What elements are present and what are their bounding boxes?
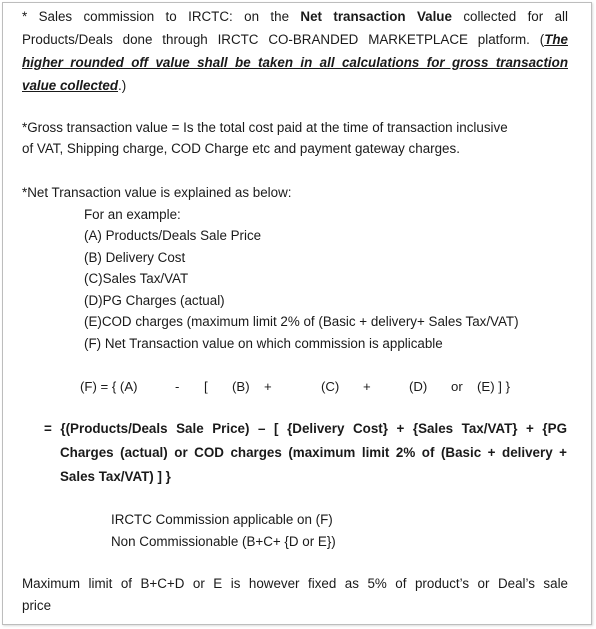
example-item-b: (B) Delivery Cost bbox=[84, 250, 186, 265]
formula-plus-2: + bbox=[363, 379, 371, 394]
para1-line4 bbox=[22, 75, 126, 96]
net-transaction-value-term: Net transaction Value bbox=[300, 9, 452, 24]
para1-line1 bbox=[22, 6, 568, 27]
formula-c: (C) bbox=[321, 379, 340, 394]
expansion-line1: = {(Products/Deals Sale Price) – [ {Delivery Cost} + {Sales Tax/VAT} + {PG bbox=[44, 421, 567, 436]
formula-d: (D) bbox=[409, 379, 428, 394]
para1-line2 bbox=[22, 29, 568, 50]
formula-f: (F) = { (A) bbox=[80, 379, 138, 394]
max-limit-line2: price bbox=[22, 598, 52, 613]
formula-bracket: [ bbox=[204, 379, 208, 394]
formula-minus: - bbox=[175, 379, 180, 394]
para1-line3: higher rounded off value shall be taken in all calculations for gross transaction bbox=[22, 55, 568, 70]
example-item-a: (A) Products/Deals Sale Price bbox=[84, 228, 262, 243]
formula-plus-1: + bbox=[264, 379, 272, 394]
formula-e: (E) ] } bbox=[477, 379, 510, 394]
net-value-heading: *Net Transaction value is explained as below: bbox=[22, 185, 292, 200]
para1-line1-text: * Sales commission to IRCTC: on the bbox=[22, 9, 301, 24]
example-item-e: (E)COD charges (maximum limit 2% of (Basic + delivery+ Sales Tax/VAT) bbox=[84, 314, 519, 329]
expansion-line3: Sales Tax/VAT) ] } bbox=[60, 469, 171, 484]
example-item-f: (F) Net Transaction value on which commission is applicable bbox=[84, 336, 443, 351]
para1-line2-emphasis: The bbox=[544, 32, 568, 47]
value-collected-emphasis: value collected bbox=[22, 78, 119, 93]
para1-line1-tail: collected for all bbox=[451, 9, 568, 24]
example-item-d: (D)PG Charges (actual) bbox=[84, 293, 225, 308]
gross-value-line2: of VAT, Shipping charge, COD Charge etc and payment gateway charges. bbox=[22, 141, 460, 156]
para1-line2-text: Products/Deals done through IRCTC CO-BRANDED MARKETPLACE platform. ( bbox=[22, 32, 545, 47]
commission-applicable: IRCTC Commission applicable on (F) bbox=[111, 512, 333, 527]
formula-or: or bbox=[451, 379, 463, 394]
example-intro: For an example: bbox=[84, 207, 181, 222]
formula-b: (B) bbox=[232, 379, 250, 394]
non-commissionable: Non Commissionable (B+C+ {D or E}) bbox=[111, 534, 336, 549]
max-limit-line1: Maximum limit of B+C+D or E is however fixed as 5% of product’s or Deal’s sale bbox=[22, 576, 568, 591]
para1-line4-tail: .) bbox=[118, 78, 127, 93]
gross-value-line1: *Gross transaction value = Is the total cost paid at the time of transaction inclusive bbox=[22, 120, 508, 135]
example-item-c: (C)Sales Tax/VAT bbox=[84, 271, 189, 286]
expansion-line2: Charges (actual) or COD charges (maximum limit 2% of (Basic + delivery + bbox=[60, 445, 567, 460]
